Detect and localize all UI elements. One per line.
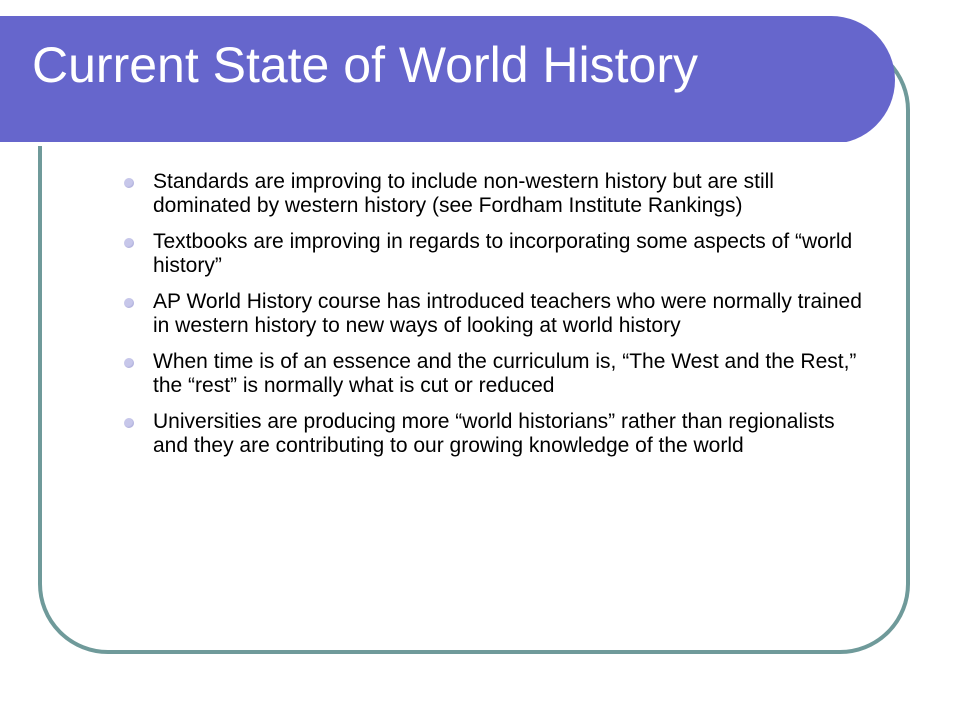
bullet-text: Standards are improving to include non-western history but are still dominated by western history (see Fordham Institute Rankings)	[153, 170, 774, 217]
bullet-text: AP World History course has introduced teachers who were normally trained in western history to new ways of looking at world history	[153, 290, 862, 337]
bullet-text: Textbooks are improving in regards to incorporating some aspects of “world history”	[153, 230, 853, 277]
bullet-dot-icon	[124, 238, 134, 248]
bullet-dot-icon	[124, 298, 134, 308]
bullet-list	[122, 170, 862, 470]
bullet-dot-icon	[124, 178, 134, 188]
bullet-item	[122, 350, 862, 398]
bullet-dot-icon	[124, 358, 134, 368]
bullet-item	[122, 230, 862, 278]
bullet-item	[122, 410, 862, 458]
slide-title: Current State of World History	[32, 37, 698, 93]
bullet-text: When time is of an essence and the curriculum is, “The West and the Rest,” the “rest” is normally what is cut or reduced	[153, 350, 857, 397]
bullet-item	[122, 290, 862, 338]
bullet-dot-icon	[124, 418, 134, 428]
bullet-text: Universities are producing more “world historians” rather than regionalists and they are contributing to our growing knowledge of the world	[153, 410, 835, 457]
bullet-item	[122, 170, 862, 218]
title-underline	[0, 142, 848, 146]
